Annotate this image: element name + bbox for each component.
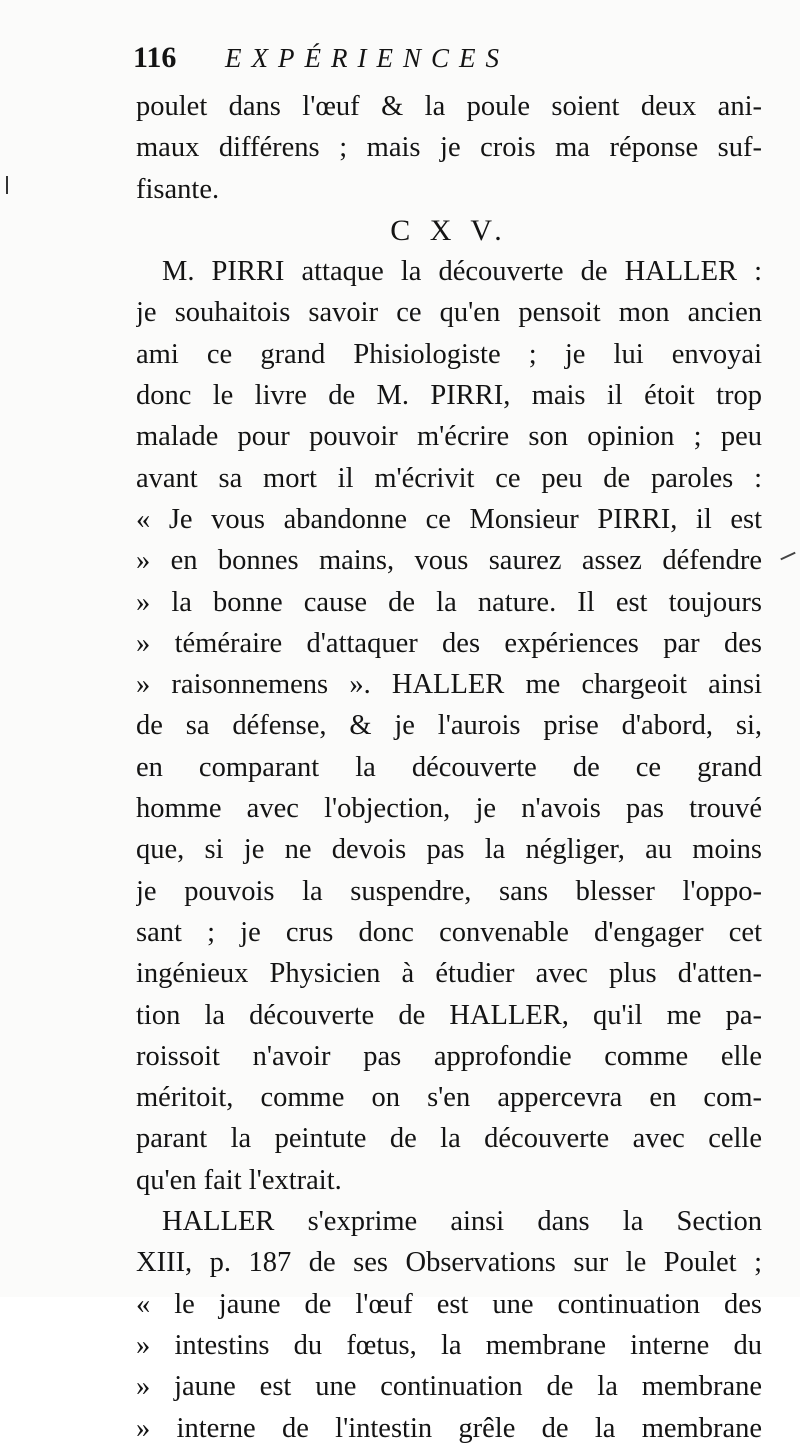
text-line: poulet dans l'œuf & la poule soient deux ani- <box>136 91 762 122</box>
text-line: sant ; je crus donc convenable d'engager cet <box>136 916 762 948</box>
text-line: de sa défense, & je l'aurois prise d'abord, si, <box>136 710 762 742</box>
text-line: XIII, p. 187 de ses Observations sur le Poulet ; <box>136 1247 762 1279</box>
text-line: fisante. <box>136 173 220 205</box>
text-line: donc le livre de M. PIRRI, mais il étoit trop <box>136 380 762 412</box>
text-line: tion la découverte de HALLER, qu'il me pa- <box>136 999 762 1031</box>
text-line: » la bonne cause de la nature. Il est toujours <box>136 586 762 618</box>
text-line: parant la peintute de la découverte avec celle <box>136 1123 762 1155</box>
text-line: » raisonnemens ». HALLER me chargeoit ainsi <box>136 669 762 701</box>
text-line: que, si je ne devois pas la négliger, au moins <box>136 834 762 866</box>
text-line: » interne de l'intestin grêle de la membrane <box>136 1412 762 1444</box>
text-line: maux différens ; mais je crois ma réponse suf- <box>136 132 762 164</box>
edge-mark <box>780 552 795 561</box>
margin-mark <box>6 176 8 194</box>
text-line: » intestins du fœtus, la membrane interne du <box>136 1329 762 1361</box>
text-line: je souhaitois savoir ce qu'en pensoit mon ancien <box>136 297 762 329</box>
text-line: » téméraire d'attaquer des expériences par des <box>136 627 762 659</box>
page-header <box>133 36 773 80</box>
text-line: avant sa mort il m'écrivit ce peu de paroles : <box>136 462 762 494</box>
section-heading: C X V. <box>390 213 508 247</box>
text-line: » jaune est une continuation de la membrane <box>136 1371 762 1403</box>
text-line: HALLER s'exprime ainsi dans la Section <box>162 1206 762 1238</box>
text-line: ami ce grand Phisiologiste ; je lui envoyai <box>136 338 762 370</box>
text-line: homme avec l'objection, je n'avois pas trouvé <box>136 793 762 825</box>
text-line: « le jaune de l'œuf est une continuation des <box>136 1288 762 1320</box>
text-line: je pouvois la suspendre, sans blesser l'oppo- <box>136 875 762 907</box>
body-text <box>136 86 762 1449</box>
text-line: méritoit, comme on s'en appercevra en com- <box>136 1082 762 1114</box>
text-line: » en bonnes mains, vous saurez assez défendre <box>136 545 762 577</box>
text-line: « Je vous abandonne ce Monsieur PIRRI, il est <box>136 503 762 535</box>
text-line: en comparant la découverte de ce grand <box>136 751 762 783</box>
text-line: M. PIRRI attaque la découverte de HALLER : <box>162 256 762 288</box>
text-line: roissoit n'avoir pas approfondie comme elle <box>136 1040 762 1072</box>
text-line: qu'en fait l'extrait. <box>136 1164 342 1196</box>
page-number: 116 <box>133 41 177 74</box>
text-line: ingénieux Physicien à étudier avec plus d'atten- <box>136 958 762 990</box>
text-line: malade pour pouvoir m'écrire son opinion ; peu <box>136 421 762 453</box>
running-title: EXPÉRIENCES <box>225 43 509 73</box>
